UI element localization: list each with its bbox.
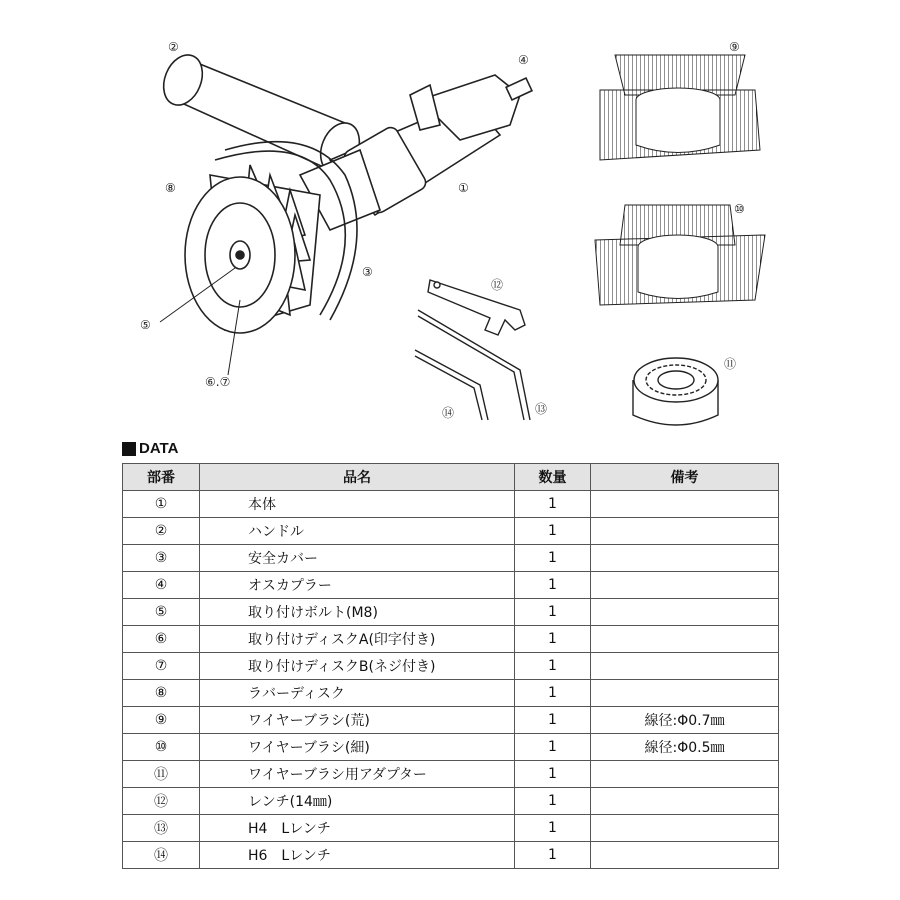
callout-11: ⑪	[724, 357, 737, 371]
quantity-cell: 1	[515, 491, 591, 518]
table-row	[123, 518, 779, 545]
table-row	[123, 707, 779, 734]
table-row	[123, 626, 779, 653]
callout-12: ⑫	[491, 278, 504, 292]
part-number-cell: ②	[123, 518, 200, 545]
table-row	[123, 815, 779, 842]
part-name-cell: オスカプラー	[200, 572, 515, 599]
table-row	[123, 734, 779, 761]
remarks-cell	[591, 680, 779, 707]
fine-wire-brush-illustration	[595, 205, 765, 305]
table-row	[123, 788, 779, 815]
part-name-cell: 安全カバー	[200, 545, 515, 572]
part-number-cell: ⑤	[123, 599, 200, 626]
part-number-cell: ⑦	[123, 653, 200, 680]
part-number-cell: ③	[123, 545, 200, 572]
quantity-cell: 1	[515, 653, 591, 680]
section-marker-icon	[122, 442, 136, 456]
part-number-cell: ⑫	[123, 788, 200, 815]
table-header-row	[123, 464, 779, 491]
callout-5: ⑤	[140, 318, 151, 332]
part-name-cell: ワイヤーブラシ用アダプター	[200, 761, 515, 788]
callout-10: ⑩	[734, 202, 745, 216]
header-part-name: 品名	[200, 464, 515, 491]
quantity-cell: 1	[515, 815, 591, 842]
callout-1: ①	[458, 181, 469, 195]
remarks-cell	[591, 518, 779, 545]
brush-adapter-illustration	[633, 358, 718, 425]
part-name-cell: ワイヤーブラシ(荒)	[200, 707, 515, 734]
part-number-cell: ⑨	[123, 707, 200, 734]
quantity-cell: 1	[515, 707, 591, 734]
part-name-cell: ラバーディスク	[200, 680, 515, 707]
table-row	[123, 572, 779, 599]
part-number-cell: ⑬	[123, 815, 200, 842]
wrench-illustration	[428, 280, 525, 335]
table-row	[123, 680, 779, 707]
remarks-cell	[591, 842, 779, 869]
table-row	[123, 653, 779, 680]
quantity-cell: 1	[515, 599, 591, 626]
part-number-cell: ①	[123, 491, 200, 518]
remarks-cell	[591, 572, 779, 599]
part-number-cell: ⑥	[123, 626, 200, 653]
callout-9: ⑨	[729, 40, 740, 54]
part-number-cell: ⑧	[123, 680, 200, 707]
remarks-cell: 線径:Φ0.7㎜	[591, 707, 779, 734]
remarks-cell	[591, 653, 779, 680]
part-number-cell: ⑪	[123, 761, 200, 788]
section-title-text: DATA	[139, 440, 179, 457]
callout-2: ②	[168, 40, 179, 54]
quantity-cell: 1	[515, 761, 591, 788]
section-title	[122, 440, 178, 457]
remarks-cell	[591, 815, 779, 842]
quantity-cell: 1	[515, 626, 591, 653]
callout-13: ⑬	[535, 402, 548, 416]
quantity-cell: 1	[515, 680, 591, 707]
part-name-cell: 取り付けディスクB(ネジ付き)	[200, 653, 515, 680]
callout-3: ③	[362, 265, 373, 279]
callout-14: ⑭	[442, 406, 455, 420]
header-quantity: 数量	[515, 464, 591, 491]
remarks-cell	[591, 626, 779, 653]
callout-8: ⑧	[165, 181, 176, 195]
header-remarks: 備考	[591, 464, 779, 491]
part-name-cell: 取り付けボルト(M8)	[200, 599, 515, 626]
part-name-cell: ワイヤーブラシ(細)	[200, 734, 515, 761]
part-name-cell: 取り付けディスクA(印字付き)	[200, 626, 515, 653]
remarks-cell	[591, 545, 779, 572]
part-number-cell: ⑩	[123, 734, 200, 761]
remarks-cell	[591, 761, 779, 788]
part-number-cell: ⑭	[123, 842, 200, 869]
parts-diagram	[0, 0, 900, 440]
remarks-cell	[591, 491, 779, 518]
quantity-cell: 1	[515, 788, 591, 815]
part-name-cell: レンチ(14㎜)	[200, 788, 515, 815]
part-name-cell: H4 Lレンチ	[200, 815, 515, 842]
parts-table	[122, 463, 779, 869]
table-row	[123, 545, 779, 572]
header-part-number: 部番	[123, 464, 200, 491]
rubber-disc-illustration	[185, 165, 320, 333]
part-name-cell: ハンドル	[200, 518, 515, 545]
table-row	[123, 491, 779, 518]
table-row	[123, 599, 779, 626]
table-row	[123, 842, 779, 869]
quantity-cell: 1	[515, 734, 591, 761]
part-name-cell: 本体	[200, 491, 515, 518]
callout-4: ④	[518, 53, 529, 67]
part-number-cell: ④	[123, 572, 200, 599]
quantity-cell: 1	[515, 842, 591, 869]
quantity-cell: 1	[515, 572, 591, 599]
quantity-cell: 1	[515, 545, 591, 572]
part-name-cell: H6 Lレンチ	[200, 842, 515, 869]
callout-6-7: ⑥.⑦	[205, 375, 231, 389]
remarks-cell	[591, 788, 779, 815]
table-row	[123, 761, 779, 788]
coarse-wire-brush-illustration	[600, 55, 760, 160]
quantity-cell: 1	[515, 518, 591, 545]
remarks-cell	[591, 599, 779, 626]
remarks-cell: 線径:Φ0.5㎜	[591, 734, 779, 761]
